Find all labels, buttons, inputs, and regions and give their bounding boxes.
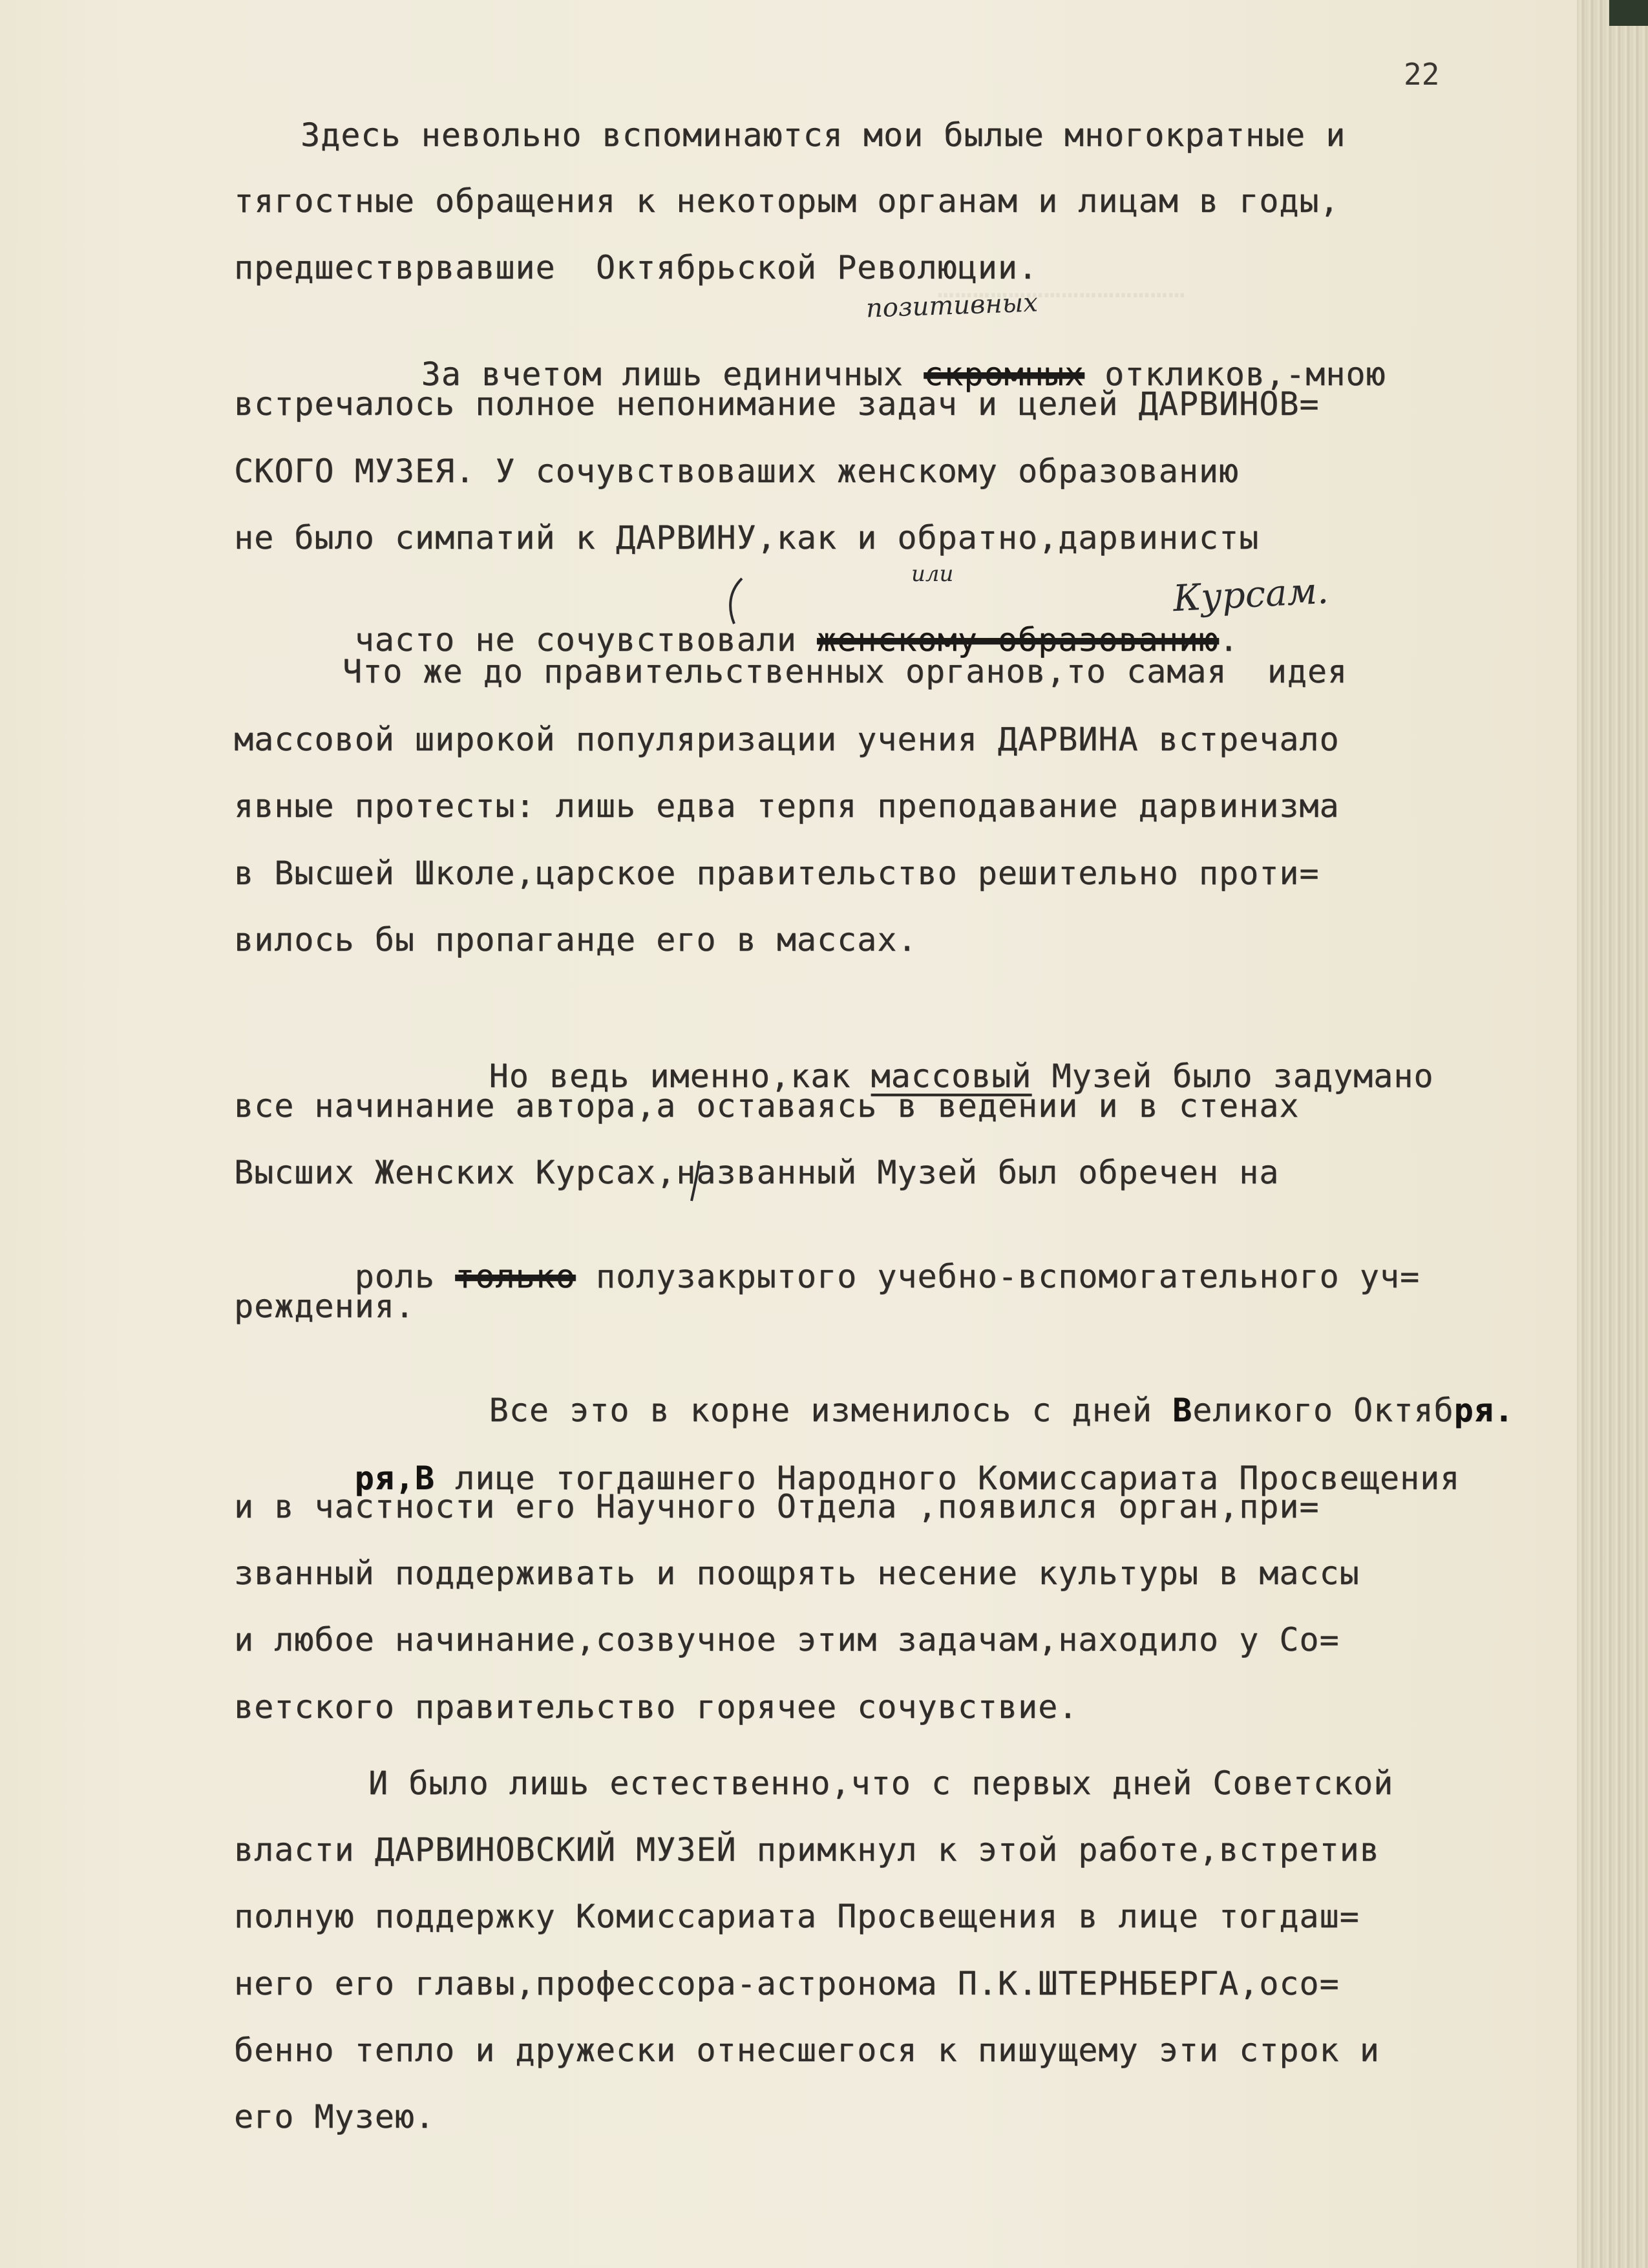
- underlined-word: массовый: [871, 1057, 1032, 1095]
- text-line: явные протесты: лишь едва терпя преподавание дарвинизма: [234, 787, 1340, 825]
- text-segment: часто не сочувствовали: [354, 621, 817, 659]
- text-line: встречалось полное непонимание задач и целей ДАРВИНОВ=: [234, 385, 1320, 423]
- text-segment: .: [1219, 621, 1240, 659]
- text-line: и любое начинание,созвучное этим задачам,находило у Со=: [234, 1621, 1340, 1659]
- text-segment: откликов,-мною: [1084, 355, 1386, 393]
- text-segment: Но ведь именно,как: [489, 1057, 871, 1095]
- text-line: СКОГО МУЗЕЯ. У сочувствоваших женскому образованию: [234, 452, 1240, 490]
- text-line: массовой широкой популяризации учения ДАРВИНА встречало: [234, 721, 1340, 758]
- text-line: его Музею.: [234, 2098, 436, 2136]
- text-line: реждения.: [234, 1288, 415, 1325]
- text-segment: За вчетом лишь единичных: [421, 355, 924, 393]
- text-line: тягостные обращения к некоторым органам и лицам в годы,: [234, 182, 1340, 220]
- text-line: Высших Женских Курсах,названный Музей был обречен на: [234, 1154, 1280, 1191]
- text-line: власти ДАРВИНОВСКИЙ МУЗЕЙ примкнул к этой работе,встретив: [234, 1831, 1380, 1869]
- overtyped-letter: В: [1172, 1392, 1193, 1429]
- handwritten-insertion: позитивных: [865, 288, 1039, 324]
- insertion-caret-mark: [723, 575, 748, 627]
- text-line: И было лишь естественно,что с первых дней Советской: [368, 1765, 1394, 1802]
- text-line: и в частности его Научного Отдела ,появился орган,при=: [234, 1488, 1320, 1525]
- struck-phrase: женскому образованию: [816, 621, 1220, 659]
- text-line: Что же до правительственных органов,то самая идея: [343, 653, 1348, 690]
- text-line: бенно тепло и дружески отнесшегося к пишущему эти строк и: [234, 2031, 1380, 2069]
- text-segment: роль: [354, 1258, 456, 1295]
- insertion-comma-mark: [689, 1158, 704, 1203]
- overtyped-ending: ря.: [1453, 1392, 1514, 1429]
- text-line: Здесь невольно вспоминаются мои былые многократные и: [301, 116, 1346, 154]
- text-line: званный поддерживать и поощрять несение культуры в массы: [234, 1554, 1360, 1592]
- text-segment: лице тогдашнего Народного Комиссариата Просвещения: [435, 1459, 1461, 1497]
- text-line: вилось бы пропаганде его в массах.: [234, 921, 918, 959]
- bleed-through-text: ……………………………………: [937, 271, 1186, 304]
- text-line: ветского правительство горячее сочувствие.: [234, 1688, 1079, 1726]
- struck-word: скромных: [924, 355, 1085, 393]
- page-number: 22: [1404, 57, 1440, 92]
- background-strip: [1609, 0, 1648, 26]
- text-line: в Высшей Школе,царское правительство решительно проти=: [234, 854, 1320, 892]
- text-line: не было симпатий к ДАРВИНУ,как и обратно,дарвинисты: [234, 519, 1260, 556]
- text-line: него его главы,профессора-астронома П.К.ШТЕРНБЕРГА,осо=: [234, 1965, 1340, 2002]
- overtyped-word: ря,В: [354, 1459, 436, 1497]
- handwritten-insertion: или: [911, 561, 954, 587]
- text-segment: полузакрытого учебно-вспомогательного уч=: [575, 1258, 1421, 1295]
- text-line: все начинание автора,а оставаясь в ведении и в стенах: [234, 1087, 1300, 1125]
- text-line: предшестврвавшие Октябрьской Революции.: [234, 249, 1039, 286]
- text-segment: еликого Октяб: [1192, 1392, 1454, 1429]
- handwritten-margin-note: Курсам.: [1172, 569, 1330, 620]
- struck-word: только: [455, 1258, 576, 1295]
- text-line: полную поддержку Комиссариата Просвещения в лице тогдаш=: [234, 1898, 1360, 1935]
- text-segment: Музей было задумано: [1031, 1057, 1434, 1095]
- text-segment: Все это в корне изменилось с дней: [489, 1392, 1173, 1429]
- stacked-page-edges: [1577, 0, 1648, 2268]
